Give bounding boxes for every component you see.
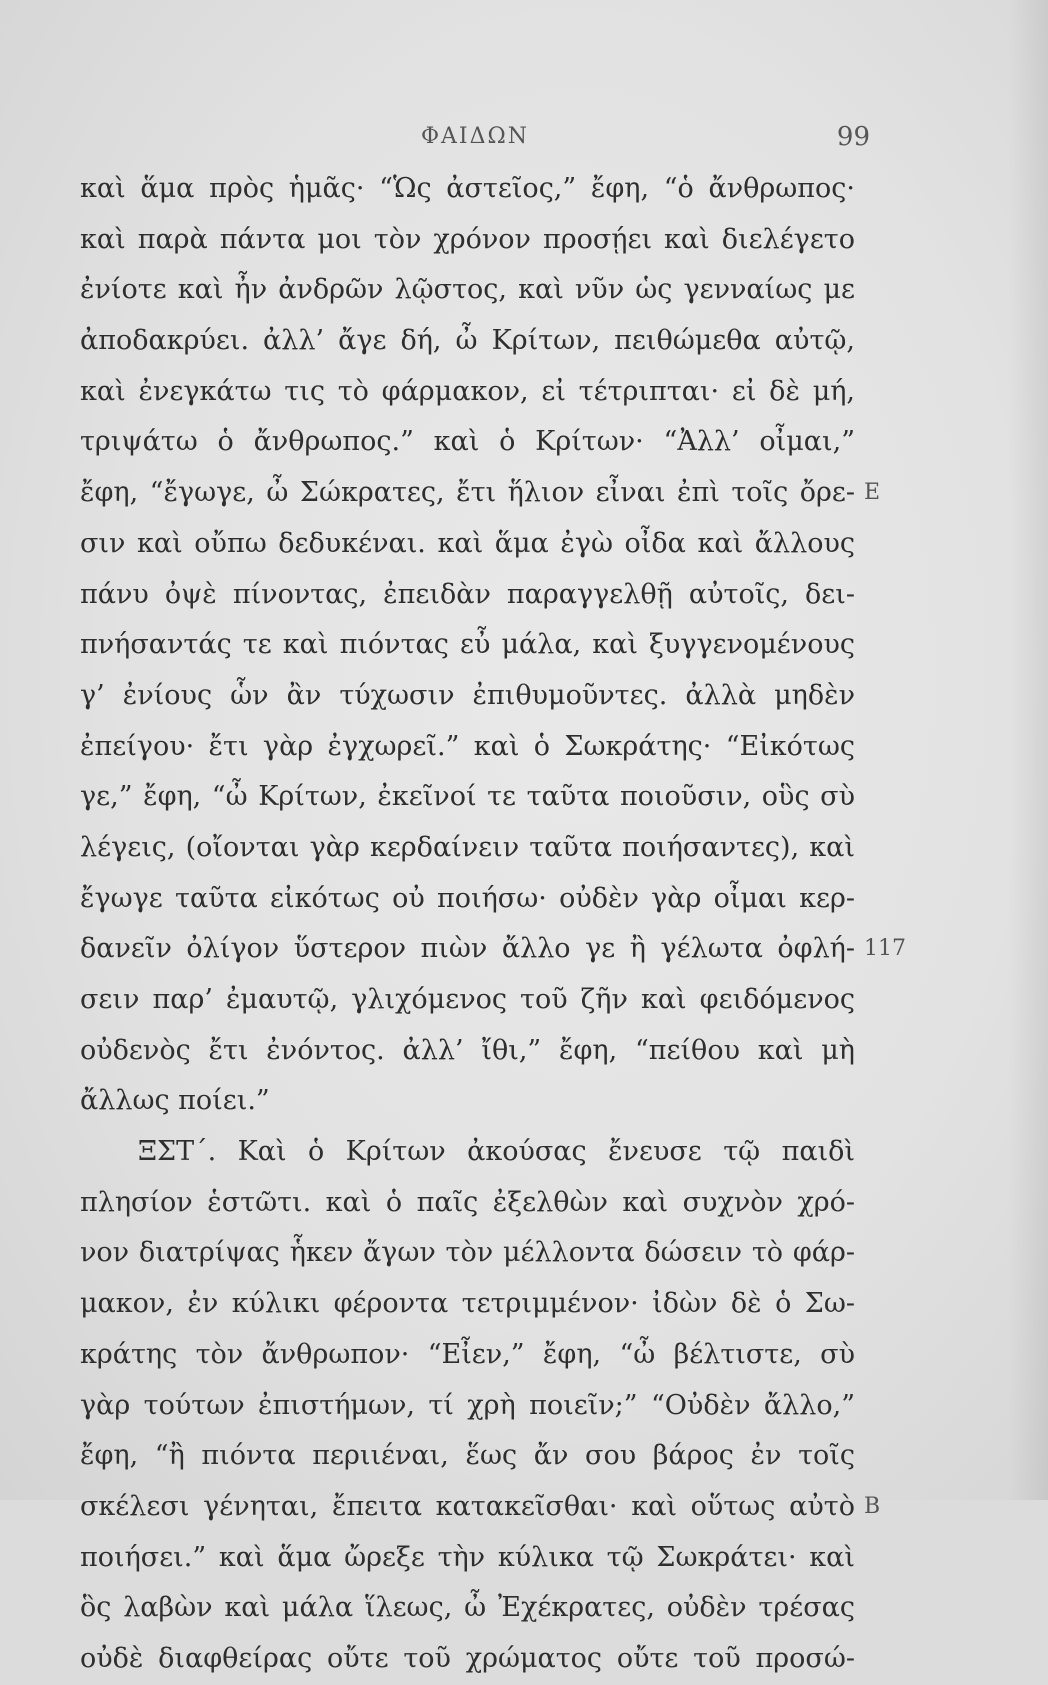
text-line: καὶ ἐνεγκάτω τις τὸ φάρμακον, εἰ τέτριπται· εἰ δὲ μή,: [80, 375, 855, 407]
text-line: ποιήσει.” καὶ ἅμα ὤρεξε τὴν κύλικα τῷ Σωκράτει· καὶ: [80, 1541, 855, 1573]
text-line: λέγεις, (οἴονται γὰρ κερδαίνειν ταῦτα ποιήσαντες), καὶ: [80, 831, 855, 863]
stephanus-marker-e: E: [864, 480, 881, 505]
stephanus-marker-b: B: [864, 1494, 881, 1519]
text-line: γ’ ἐνίους ὧν ἂν τύχωσιν ἐπιθυμοῦντες. ἀλλὰ μηδὲν: [80, 679, 855, 711]
text-line: γε,” ἔφη, “ὦ Κρίτων, ἐκεῖνοί τε ταῦτα ποιοῦσιν, οὓς σὺ: [80, 781, 855, 813]
text-line: οὐδενὸς ἔτι ἐνόντος. ἀλλ’ ἴθι,” ἔφη, “πείθου καὶ μὴ: [80, 1034, 855, 1066]
chapter-opening-line: ΞΣΤ΄. Καὶ ὁ Κρίτων ἀκούσας ἔνευσε τῷ παιδὶ: [138, 1136, 855, 1168]
text-line: ἐπείγου· ἔτι γὰρ ἐγχωρεῖ.” καὶ ὁ Σωκράτης· “Εἰκότως: [80, 730, 855, 762]
stephanus-page-marker: 117: [864, 936, 906, 961]
text-line: πλησίον ἑστῶτι. καὶ ὁ παῖς ἐξελθὼν καὶ συχνὸν χρό-: [80, 1186, 855, 1218]
text-line: τριψάτω ὁ ἄνθρωπος.” καὶ ὁ Κρίτων· “Ἀλλ’ οἶμαι,”: [80, 426, 855, 458]
text-line: σειν παρ’ ἐμαυτῷ, γλιχόμενος τοῦ ζῆν καὶ φειδόμενος: [80, 984, 855, 1015]
running-title: ΦΑΙΔΩΝ: [421, 124, 529, 149]
text-line: ἔφη, “ἢ πιόντα περιιέναι, ἕως ἄν σου βάρος ἐν τοῖς: [80, 1440, 855, 1472]
greek-text-body: [80, 164, 855, 1685]
text-line: ἔγωγε ταῦτα εἰκότως οὐ ποιήσω· οὐδὲν γὰρ οἶμαι κερ-: [80, 882, 855, 914]
text-line: σιν καὶ οὔπω δεδυκέναι. καὶ ἅμα ἐγὼ οἶδα καὶ ἄλλους: [80, 527, 855, 559]
text-line: οὐδὲ διαφθείρας οὔτε τοῦ χρώματος οὔτε τοῦ προσώ-: [80, 1642, 855, 1674]
page-edge-shadow: [1008, 0, 1048, 1500]
text-line: ἀποδακρύει. ἀλλ’ ἄγε δή, ὦ Κρίτων, πειθώμεθα αὐτῷ,: [80, 325, 855, 357]
text-line: δανεῖν ὀλίγον ὕστερον πιὼν ἄλλο γε ἢ γέλωτα ὀφλή-: [80, 933, 855, 965]
text-line: καὶ ἅμα πρὸς ἡμᾶς· “Ὡς ἀστεῖος,” ἔφη, “ὁ ἄνθρωπος·: [80, 173, 855, 204]
text-line: καὶ παρὰ πάντα μοι τὸν χρόνον προσῄει καὶ διελέγετο: [80, 223, 855, 255]
text-line: πνήσαντάς τε καὶ πιόντας εὖ μάλα, καὶ ξυγγενομένους: [80, 629, 855, 661]
text-line: μακον, ἐν κύλικι φέροντα τετριμμένον· ἰδὼν δὲ ὁ Σω-: [80, 1288, 855, 1320]
text-line: κράτης τὸν ἄνθρωπον· “Εἶεν,” ἔφη, “ὦ βέλτιστε, σὺ: [80, 1338, 855, 1370]
text-line: ἄλλως ποίει.”: [80, 1085, 270, 1117]
running-head: [80, 118, 870, 158]
page-number: 99: [836, 122, 870, 152]
text-line: σκέλεσι γένηται, ἔπειτα κατακεῖσθαι· καὶ οὕτως αὐτὸ: [80, 1490, 855, 1522]
text-line: ἐνίοτε καὶ ἦν ἀνδρῶν λῷστος, καὶ νῦν ὡς γενναίως με: [80, 274, 855, 306]
text-line: γὰρ τούτων ἐπιστήμων, τί χρὴ ποιεῖν;” “Οὐδὲν ἄλλο,”: [80, 1389, 855, 1421]
text-line: πάνυ ὀψὲ πίνοντας, ἐπειδὰν παραγγελθῇ αὐτοῖς, δει-: [80, 578, 855, 610]
text-line: νον διατρίψας ἧκεν ἄγων τὸν μέλλοντα δώσειν τὸ φάρ-: [80, 1237, 855, 1269]
text-line: ὃς λαβὼν καὶ μάλα ἵλεως, ὦ Ἐχέκρατες, οὐδὲν τρέσας: [80, 1592, 855, 1624]
text-line: ἔφη, “ἔγωγε, ὦ Σώκρατες, ἔτι ἥλιον εἶναι ἐπὶ τοῖς ὄρε-: [80, 477, 855, 509]
